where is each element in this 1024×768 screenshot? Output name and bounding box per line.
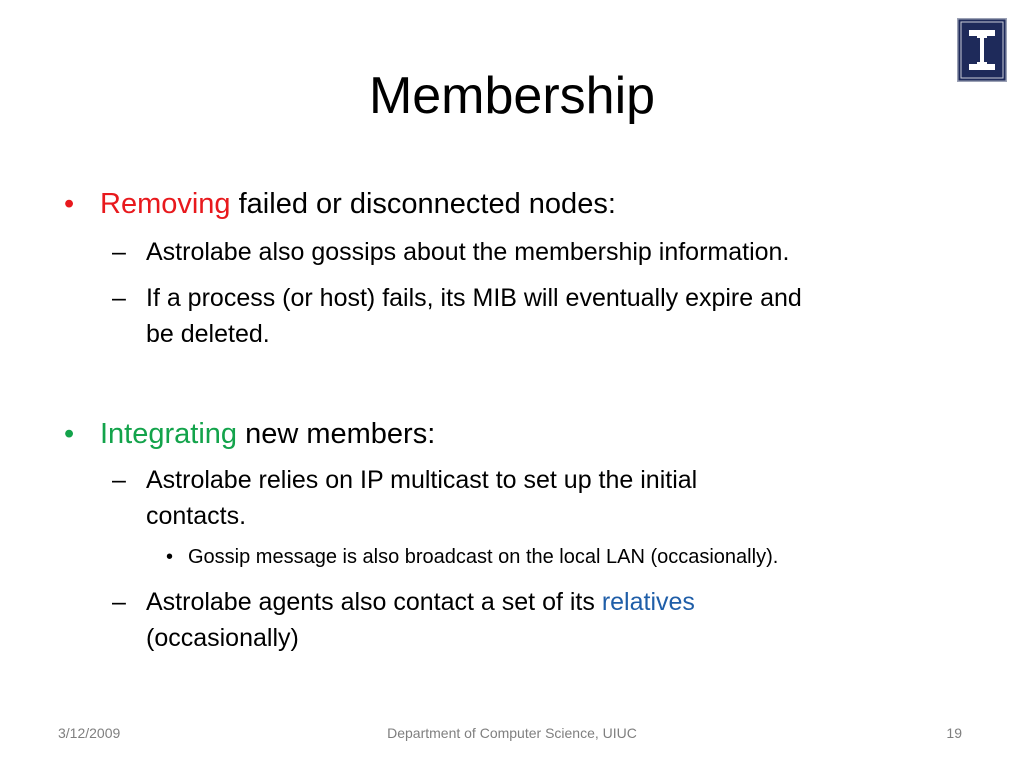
bullet-marker: • xyxy=(64,418,75,450)
footer-department: Department of Computer Science, UIUC xyxy=(387,725,637,741)
bullet-marker: • xyxy=(64,188,75,220)
slide-title: Membership xyxy=(368,67,656,125)
highlight-integrating: Integrating xyxy=(100,418,238,450)
dash-marker: – xyxy=(112,588,126,616)
subbullet-text: Astrolabe relies on IP multicast to set up the initial xyxy=(146,466,698,494)
highlight-removing: Removing xyxy=(100,188,231,220)
subbullet-text: If a process (or host) fails, its MIB will eventually expire and xyxy=(146,284,802,312)
footer-date: 3/12/2009 xyxy=(58,725,121,741)
subbullet-text: Astrolabe agents also contact a set of its xyxy=(146,588,602,616)
subbullet-text-continued: contacts. xyxy=(146,502,247,530)
dot-marker: • xyxy=(166,546,174,568)
highlight-relatives: relatives xyxy=(601,588,695,616)
subbullet-text-continued: be deleted. xyxy=(146,320,270,348)
subbullet-text-continued: (occasionally) xyxy=(146,624,299,652)
subsubbullet-text: Gossip message is also broadcast on the local LAN (occasionally). xyxy=(188,546,779,568)
dash-marker: – xyxy=(112,238,126,266)
dash-marker: – xyxy=(112,284,126,312)
bullet-text: new members: xyxy=(237,418,436,450)
bullet-text: failed or disconnected nodes: xyxy=(230,188,616,220)
footer-page-number: 19 xyxy=(946,725,962,741)
dash-marker: – xyxy=(112,466,126,494)
subbullet-text: Astrolabe also gossips about the membership information. xyxy=(146,238,790,266)
